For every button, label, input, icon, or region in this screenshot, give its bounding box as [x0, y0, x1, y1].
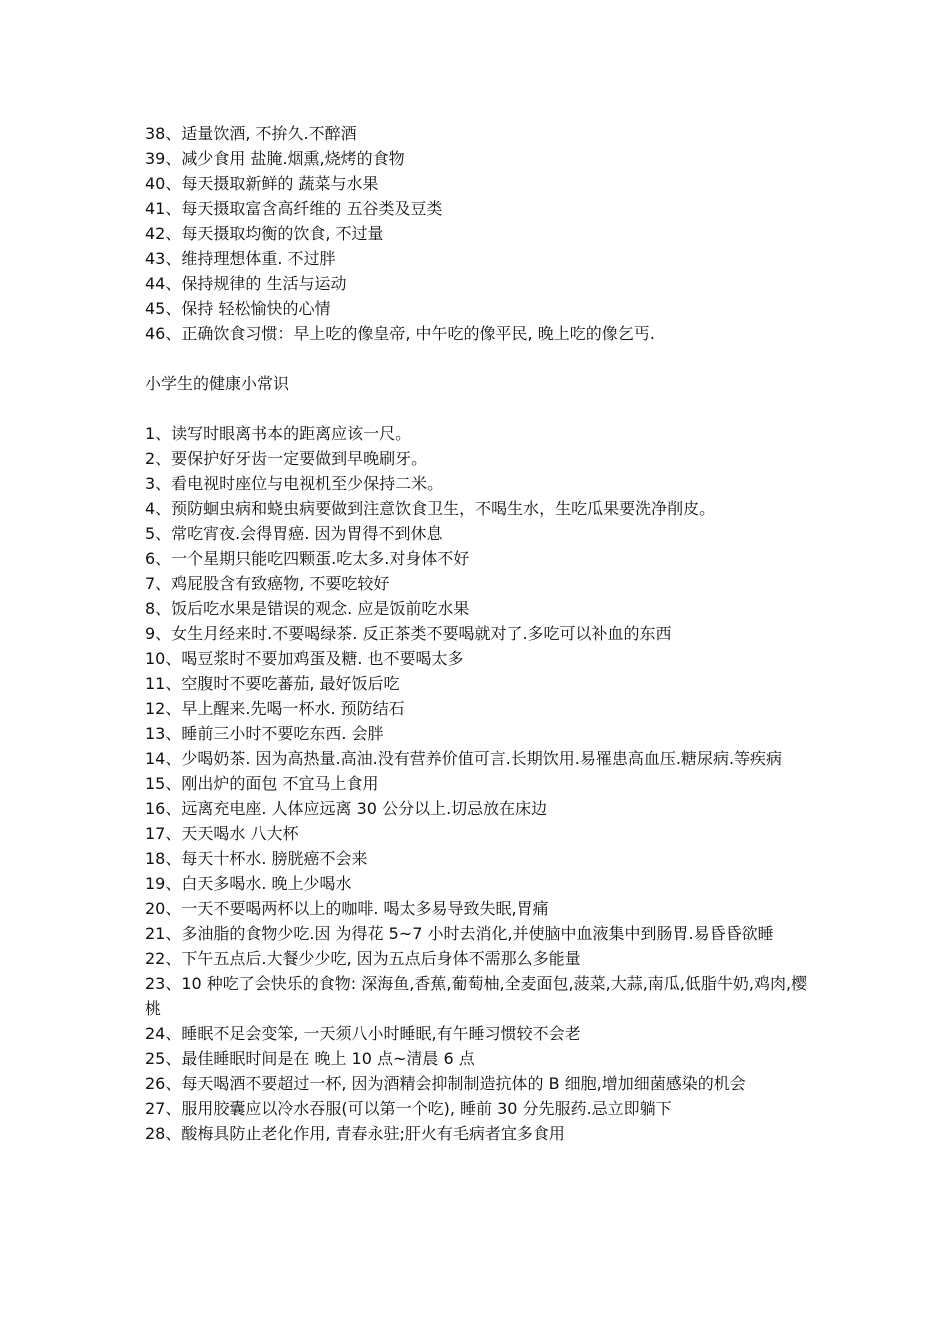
- list-item: 6、一个星期只能吃四颗蛋.吃太多.对身体不好: [145, 549, 470, 568]
- list-item: 18、每天十杯水. 膀胱癌不会来: [145, 849, 368, 868]
- list-item: 10、喝豆浆时不要加鸡蛋及糖. 也不要喝太多: [145, 649, 464, 668]
- list-item: 38、适量饮酒, 不拚久.不醉酒: [145, 124, 357, 143]
- list-item: 19、白天多喝水. 晚上少喝水: [145, 874, 352, 893]
- list-item: 20、一天不要喝两杯以上的咖啡. 喝太多易导致失眠,胃痛: [145, 899, 549, 918]
- list-item: 24、睡眠不足会变笨, 一天须八小时睡眠,有午睡习惯较不会老: [145, 1024, 581, 1043]
- list-item: 28、酸梅具防止老化作用, 青春永驻;肝火有毛病者宜多食用: [145, 1124, 565, 1143]
- list-item: 41、每天摄取富含高纤维的 五谷类及豆类: [145, 199, 443, 218]
- list-item: 26、每天喝酒不要超过一杯, 因为酒精会抑制制造抗体的 B 细胞,增加细菌感染的机会: [145, 1074, 746, 1093]
- list-item: 15、刚出炉的面包 不宜马上食用: [145, 774, 379, 793]
- list-item: 23、10 种吃了会快乐的食物: 深海鱼,香蕉,葡萄柚,全麦面包,菠菜,大蒜,南瓜,低脂牛奶,鸡肉,樱桃: [145, 974, 808, 1018]
- list-item: 1、读写时眼离书本的距离应该一尺。: [145, 424, 412, 443]
- spacer: [145, 346, 815, 371]
- list-item: 25、最佳睡眠时间是在 晚上 10 点~清晨 6 点: [145, 1049, 475, 1068]
- list-item: 9、女生月经来时.不要喝绿茶. 反正茶类不要喝就对了.多吃可以补血的东西: [145, 624, 672, 643]
- list-item: 16、远离充电座. 人体应远离 30 公分以上.切忌放在床边: [145, 799, 548, 818]
- list-item: 3、看电视时座位与电视机至少保持二米。: [145, 474, 444, 493]
- section-title: 小学生的健康小常识: [145, 374, 290, 393]
- list-item: 17、天天喝水 八大杯: [145, 824, 299, 843]
- health-tips-list: [145, 421, 815, 1146]
- list-item: 46、正确饮食习惯：早上吃的像皇帝, 中午吃的像平民, 晚上吃的像乞丐.: [145, 324, 655, 343]
- list-item: 22、下午五点后.大餐少少吃, 因为五点后身体不需那么多能量: [145, 949, 581, 968]
- list-item: 44、保持规律的 生活与运动: [145, 274, 347, 293]
- list-item: 5、常吃宵夜.会得胃癌. 因为胃得不到休息: [145, 524, 443, 543]
- list-item: 21、多油脂的食物少吃.因 为得花 5~7 小时去消化,并使脑中血液集中到肠胃.易昏昏欲睡: [145, 924, 774, 943]
- list-item: 7、鸡屁股含有致癌物, 不要吃较好: [145, 574, 390, 593]
- list-item: 42、每天摄取均衡的饮食, 不过量: [145, 224, 384, 243]
- list-item: 14、少喝奶茶. 因为高热量.高油.没有营养价值可言.长期饮用.易罹患高血压.糖尿病.等疾病: [145, 749, 783, 768]
- list-item: 8、饭后吃水果是错误的观念. 应是饭前吃水果: [145, 599, 470, 618]
- list-item: 27、服用胶囊应以冷水吞服(可以第一个吃), 睡前 30 分先服药.忌立即躺下: [145, 1099, 672, 1118]
- list-item: 43、维持理想体重. 不过胖: [145, 249, 336, 268]
- list-item: 4、预防蛔虫病和蛲虫病要做到注意饮食卫生，不喝生水，生吃瓜果要洗净削皮。: [145, 499, 716, 518]
- tips-list-continued: [145, 121, 815, 346]
- list-item: 45、保持 轻松愉快的心情: [145, 299, 331, 318]
- list-item: 11、空腹时不要吃蕃茄, 最好饭后吃: [145, 674, 400, 693]
- list-item: 2、要保护好牙齿一定要做到早晚刷牙。: [145, 449, 428, 468]
- spacer: [145, 396, 815, 421]
- list-item: 12、早上醒来.先喝一杯水. 预防结石: [145, 699, 405, 718]
- list-item: 13、睡前三小时不要吃东西. 会胖: [145, 724, 384, 743]
- list-item: 40、每天摄取新鲜的 蔬菜与水果: [145, 174, 379, 193]
- list-item: 39、减少食用 盐腌.烟熏,烧烤的食物: [145, 149, 405, 168]
- document-page: [145, 121, 815, 1146]
